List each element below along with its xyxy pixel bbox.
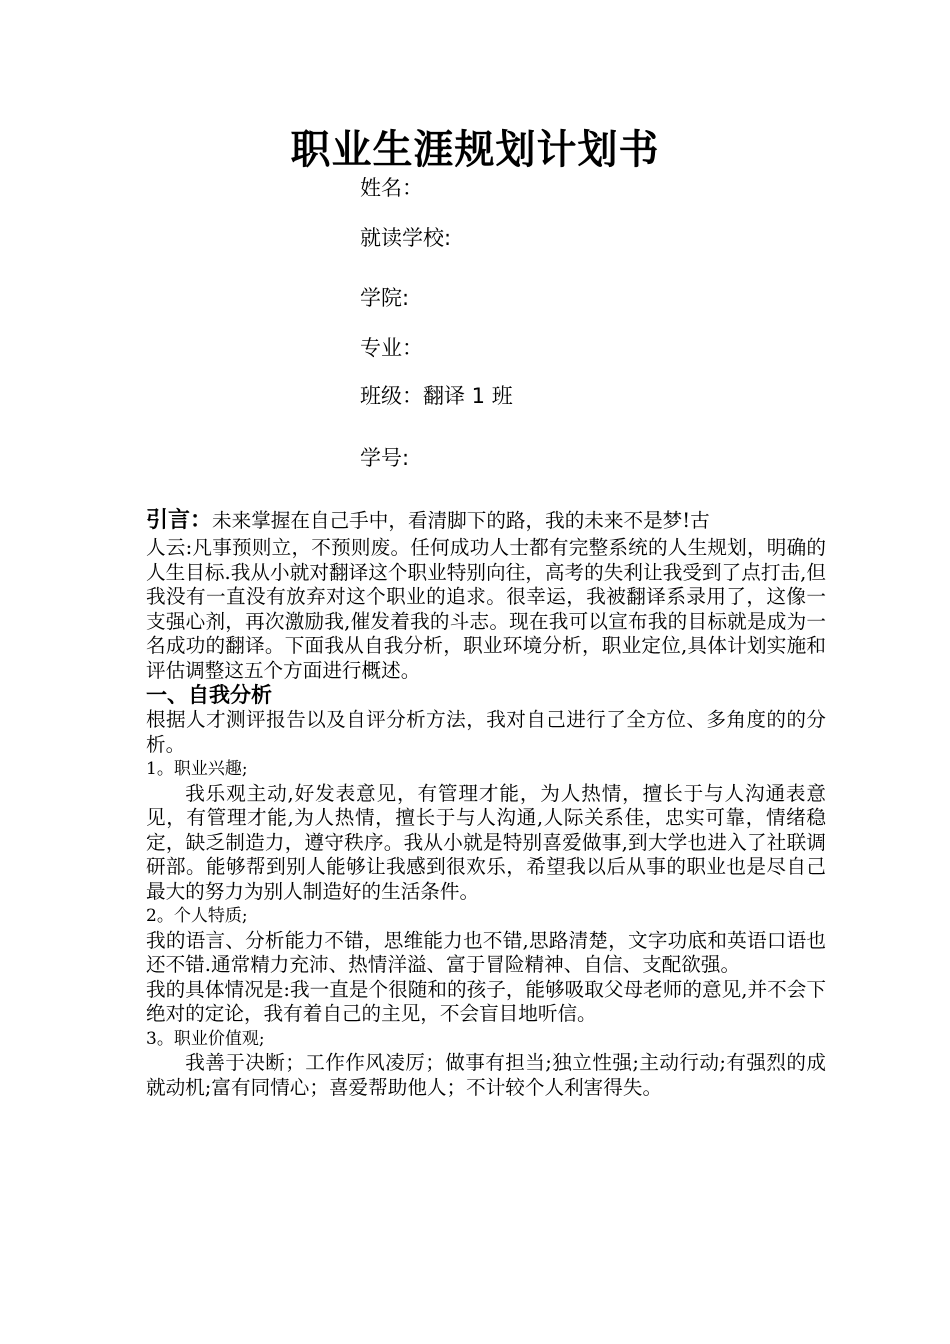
personal-situation-paragraph: 我的具体情况是:我一直是个很随和的孩子，能够吸取父母老师的意见,并不会下绝对的定论，我有着自己的主见，不会盲目地听信。 [146,977,826,1025]
career-interest-paragraph: 我乐观主动,好发表意见，有管理才能，为人热情，擅长于与人沟通表意见，有管理才能,为人热情，擅长于与人沟通,人际关系佳，忠实可靠，情绪稳定，缺乏制造力，遵守秩序。我从小就是特别喜爱做事,到大学也进入了社联调研部。能够帮到别人能够让我感到很欢乐，希望我以后从事的职业也是尽自己最大的努力为别人制造好的生活条件。 [146,781,826,903]
document-body [146,506,826,1100]
class-field: 班级：翻译 1 班 [360,384,513,408]
personal-traits-paragraph: 我的语言、分析能力不错，思维能力也不错,思路清楚，文字功底和英语口语也还不错.通常精力充沛、热情洋溢、富于冒险精神、自信、支配欲强。 [146,928,826,976]
section-intro-paragraph: 根据人才测评报告以及自评分析方法，我对自己进行了全方位、多角度的的分析。 [146,708,826,756]
intro-first-line [146,506,826,536]
name-field: 姓名： [360,176,423,200]
student-id-field: 学号: [360,446,410,470]
career-values-paragraph: 我善于决断；工作作风凌厉；做事有担当;独立性强;主动行动;有强烈的成就动机;富有同情心；喜爱帮助他人；不计较个人利害得失。 [146,1051,826,1099]
school-field: 就读学校: [360,226,452,250]
major-field: 专业： [360,336,423,360]
document-title: 职业生涯规划计划书 [290,127,660,173]
subheading-career-values: 3。职业价值观; [146,1028,265,1049]
intro-first-text: 未来掌握在自己手中，看清脚下的路，我的未来不是梦!古 [212,509,710,532]
intro-paragraph: 人云:凡事预则立，不预则废。任何成功人士都有完整系统的人生规划，明确的人生目标.我从小就对翻译这个职业特别向往，高考的失利让我受到了点打击,但我没有一直没有放弃对这个职业的追求。很幸运，我被翻译系录用了，这像一支强心剂，再次激励我,催发着我的斗志。现在我可以宣布我的目标就是成为一名成功的翻译。下面我从自我分析，职业环境分析，职业定位,具体计划实施和评估调整这五个方面进行概述。 [146,536,826,682]
section-heading-self-analysis: 一、自我分析 [146,683,272,707]
intro-label: 引言： [146,508,213,533]
subheading-personal-traits: 2。个人特质; [146,906,248,926]
subheading-career-interest: 1。职业兴趣; [146,759,248,779]
college-field: 学院: [360,286,410,310]
